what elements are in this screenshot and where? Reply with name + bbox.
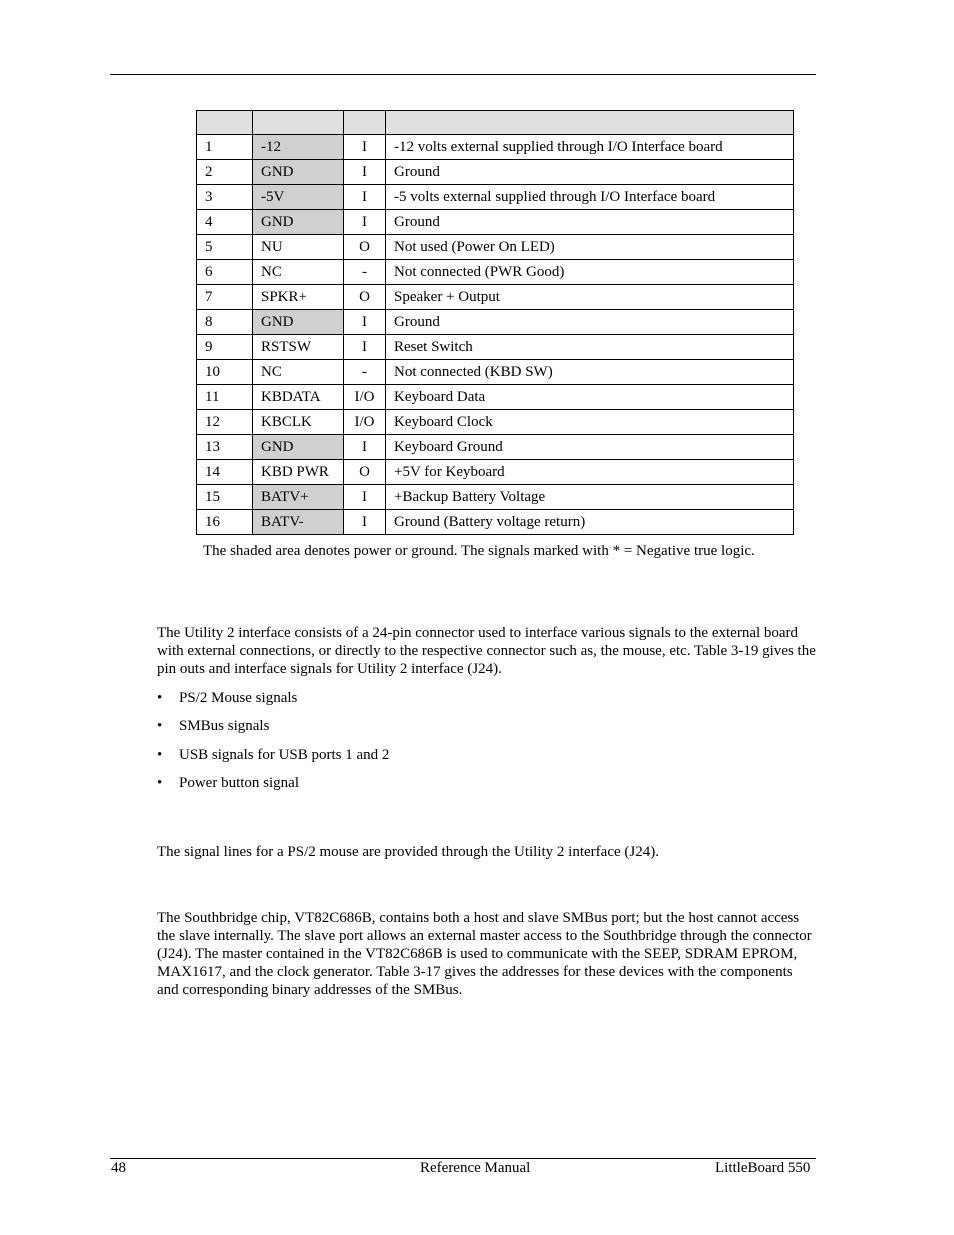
pinout-table <box>196 110 794 535</box>
table-cell-pin: 5 <box>197 235 253 260</box>
table-row <box>197 135 794 160</box>
table-cell-io: O <box>344 235 386 260</box>
table-cell-io: I <box>344 135 386 160</box>
table-row <box>197 410 794 435</box>
table-cell-io: I <box>344 185 386 210</box>
table-cell-description: +5V for Keyboard <box>386 460 794 485</box>
table-cell-pin: 12 <box>197 410 253 435</box>
footer-title: Reference Manual <box>420 1160 531 1176</box>
table-row <box>197 260 794 285</box>
table-cell-io: - <box>344 360 386 385</box>
table-row <box>197 460 794 485</box>
table-cell-description: -5 volts external supplied through I/O Interface board <box>386 185 794 210</box>
header-signal <box>253 111 344 135</box>
list-item <box>157 717 389 745</box>
footer-rule <box>110 1158 816 1159</box>
table-cell-io: I <box>344 485 386 510</box>
table-cell-signal: NC <box>253 260 344 285</box>
table-cell-io: I <box>344 510 386 535</box>
table-cell-description: Speaker + Output <box>386 285 794 310</box>
table-note: The shaded area denotes power or ground. The signals marked with * = Negative true logic. <box>203 543 755 559</box>
table-row <box>197 285 794 310</box>
list-item-label: PS/2 Mouse signals <box>179 690 298 706</box>
table-cell-io: I <box>344 435 386 460</box>
table-cell-io: O <box>344 460 386 485</box>
table-cell-signal: GND <box>253 160 344 185</box>
table-cell-signal: NC <box>253 360 344 385</box>
table-cell-pin: 9 <box>197 335 253 360</box>
table-cell-signal: GND <box>253 210 344 235</box>
table-row <box>197 185 794 210</box>
table-cell-pin: 1 <box>197 135 253 160</box>
table-cell-description: Keyboard Data <box>386 385 794 410</box>
table-cell-signal: -12 <box>253 135 344 160</box>
table-cell-pin: 4 <box>197 210 253 235</box>
table-cell-io: I <box>344 160 386 185</box>
table-cell-io: - <box>344 260 386 285</box>
table-row <box>197 485 794 510</box>
list-item <box>157 689 389 717</box>
table-row <box>197 360 794 385</box>
table-cell-signal: RSTSW <box>253 335 344 360</box>
table-cell-pin: 16 <box>197 510 253 535</box>
table-cell-signal: NU <box>253 235 344 260</box>
signal-list <box>157 689 389 802</box>
footer-product: LittleBoard 550 <box>715 1160 811 1176</box>
table-cell-io: O <box>344 285 386 310</box>
utility2-paragraph: The Utility 2 interface consists of a 24-pin connector used to interface various signals to the external board with external connections, or directly to the respective connector such as, the mouse, etc. Table 3-19 gives the pin outs and interface signals for Utility 2 interface (J24). <box>157 625 816 677</box>
table-cell-description: Ground <box>386 210 794 235</box>
table-cell-io: I <box>344 210 386 235</box>
table-cell-pin: 8 <box>197 310 253 335</box>
list-item <box>157 774 389 802</box>
bullet-icon: • <box>157 690 163 706</box>
table-cell-pin: 6 <box>197 260 253 285</box>
table-cell-pin: 7 <box>197 285 253 310</box>
table-cell-pin: 13 <box>197 435 253 460</box>
table-row <box>197 235 794 260</box>
table-cell-signal: KBCLK <box>253 410 344 435</box>
table-header-row <box>197 111 794 135</box>
table-cell-description: Keyboard Clock <box>386 410 794 435</box>
table-cell-description: Reset Switch <box>386 335 794 360</box>
header-pin <box>197 111 253 135</box>
list-item-label: Power button signal <box>179 774 299 791</box>
header-io <box>344 111 386 135</box>
list-item <box>157 746 389 774</box>
table-cell-signal: SPKR+ <box>253 285 344 310</box>
table-cell-io: I <box>344 310 386 335</box>
table-cell-description: Keyboard Ground <box>386 435 794 460</box>
table-cell-description: Ground (Battery voltage return) <box>386 510 794 535</box>
table-cell-pin: 3 <box>197 185 253 210</box>
table-row <box>197 310 794 335</box>
table-cell-description: Ground <box>386 160 794 185</box>
bullet-icon: • <box>157 774 163 791</box>
table-cell-description: Not connected (PWR Good) <box>386 260 794 285</box>
list-item-label: SMBus signals <box>179 718 270 735</box>
mouse-paragraph: The signal lines for a PS/2 mouse are provided through the Utility 2 interface (J24). <box>157 844 659 860</box>
table-cell-io: I <box>344 335 386 360</box>
table-cell-pin: 14 <box>197 460 253 485</box>
table-cell-pin: 11 <box>197 385 253 410</box>
header-description <box>386 111 794 135</box>
table-row <box>197 510 794 535</box>
table-cell-pin: 15 <box>197 485 253 510</box>
header-rule <box>110 74 816 75</box>
table-cell-io: I/O <box>344 385 386 410</box>
page-number: 48 <box>111 1160 126 1176</box>
table-row <box>197 160 794 185</box>
table-row <box>197 385 794 410</box>
table-cell-io: I/O <box>344 410 386 435</box>
table-cell-description: -12 volts external supplied through I/O Interface board <box>386 135 794 160</box>
bullet-icon: • <box>157 746 163 763</box>
table-cell-signal: GND <box>253 310 344 335</box>
table-cell-description: +Backup Battery Voltage <box>386 485 794 510</box>
table-cell-signal: BATV+ <box>253 485 344 510</box>
table-row <box>197 335 794 360</box>
table-cell-description: Not connected (KBD SW) <box>386 360 794 385</box>
table-cell-description: Ground <box>386 310 794 335</box>
bullet-icon: • <box>157 718 163 735</box>
table-cell-signal: KBD PWR <box>253 460 344 485</box>
table-cell-description: Not used (Power On LED) <box>386 235 794 260</box>
table-row <box>197 435 794 460</box>
table-cell-signal: BATV- <box>253 510 344 535</box>
table-body <box>197 135 794 535</box>
table-cell-signal: KBDATA <box>253 385 344 410</box>
smbus-paragraph: The Southbridge chip, VT82C686B, contains both a host and slave SMBus port; but the host cannot access the slave internally. The slave port allows an external master access to the Southbridge through the connector (J24). The master contained in the VT82C686B is used to communicate with the SEEP, SDRAM EPROM, MAX1617, and the clock generator. Table 3-17 gives the addresses for these devices with the components and corresponding binary addresses of the SMBus. <box>157 910 812 998</box>
table-cell-pin: 2 <box>197 160 253 185</box>
list-item-label: USB signals for USB ports 1 and 2 <box>179 746 390 763</box>
table-row <box>197 210 794 235</box>
table-cell-signal: -5V <box>253 185 344 210</box>
table-cell-signal: GND <box>253 435 344 460</box>
table-cell-pin: 10 <box>197 360 253 385</box>
